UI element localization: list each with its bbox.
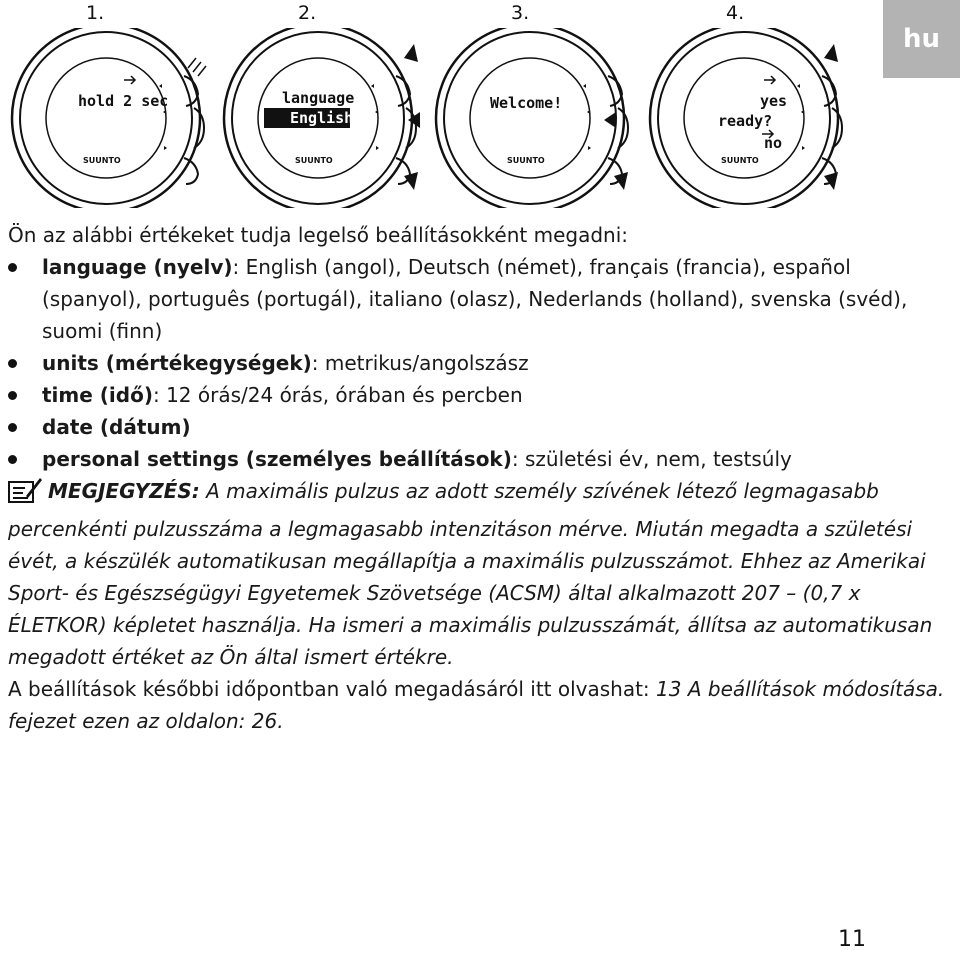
note-paragraph — [8, 475, 953, 673]
reference-text: A beállítások későbbi időpontban való megadásáról itt olvashat: — [8, 677, 657, 701]
list-item — [8, 379, 953, 411]
item-term: date (dátum) — [42, 415, 191, 439]
left-arrow-icon — [408, 112, 420, 128]
bullet-icon — [8, 263, 17, 272]
figure-number-2: 2. — [298, 2, 317, 24]
item-term: units (mértékegységek) — [42, 351, 312, 375]
note-pencil-icon — [8, 476, 42, 513]
brand-logo: SUUNTO — [83, 156, 121, 165]
note-text: A maximális pulzus az adott személy szívének létező legmagasabb percenkénti pulzusszáma a legmagasabb intenzitáson mérve. Miután megadta a születési évét, a készülék automatikusan megállapítja a maximális pulzusszámot. Ehhez az Amerikai Sport- és Egészségügyi Egyetemek Szövetsége (ACSM) által alkalmazott 207 – (0,7 x ÉLETKOR) képletet használja. Ha ismeri a maximális pulzusszámát, állítsa az automatikusan megadott értéket az Ön által ismert értékre. — [8, 479, 933, 669]
down-arrow-icon — [824, 172, 838, 190]
brand-logo: SUUNTO — [295, 156, 333, 165]
list-item — [8, 411, 953, 443]
figure-number-3: 3. — [511, 2, 530, 24]
list-item — [8, 443, 953, 475]
screen-line: language — [282, 89, 355, 107]
left-arrow-icon — [604, 112, 616, 128]
figure-number-4: 4. — [726, 2, 745, 24]
watch-figure-1 — [6, 28, 216, 208]
item-text: : English (angol), Deutsch (német), français (francia), español (spanyol), português (portugál), italiano (olasz), Nederlands (holland), svenska (svéd), suomi (finn) — [42, 255, 908, 343]
screen-line: hold 2 sec — [78, 92, 169, 110]
note-label: MEGJEGYZÉS: — [48, 479, 200, 503]
item-term: personal settings (személyes beállítások) — [42, 447, 512, 471]
bullet-icon — [8, 391, 17, 400]
reference-link[interactable]: 13 A beállítások módosítása. fejezet ezen az oldalon: 26. — [8, 677, 945, 733]
language-tab: hu — [883, 0, 960, 78]
main-content — [8, 219, 953, 737]
down-arrow-icon — [614, 172, 628, 190]
item-text: : születési év, nem, testsúly — [511, 447, 792, 471]
item-term: language (nyelv) — [42, 255, 233, 279]
bullet-icon — [8, 423, 17, 432]
item-text: : 12 órás/24 órás, órában és percben — [152, 383, 523, 407]
intro-text: Ön az alábbi értékeket tudja legelső beállításokként megadni: — [8, 223, 629, 247]
list-item — [8, 347, 953, 379]
brand-logo: SUUNTO — [721, 156, 759, 165]
bullet-icon — [8, 359, 17, 368]
screen-line: no — [764, 134, 783, 152]
up-arrow-icon — [404, 44, 418, 62]
item-term: time (idő) — [42, 383, 153, 407]
watch-figure-3 — [430, 28, 640, 208]
screen-line: ready? — [718, 112, 773, 130]
up-arrow-icon — [824, 44, 838, 62]
bullet-icon — [8, 455, 17, 464]
page-number: 11 — [838, 927, 866, 952]
screen-line: yes — [760, 92, 788, 110]
item-text: : metrikus/angolszász — [311, 351, 529, 375]
watch-figure-2 — [218, 28, 428, 208]
watch-figure-4 — [644, 28, 854, 208]
settings-list — [8, 251, 953, 475]
figure-number-1: 1. — [86, 2, 105, 24]
screen-line-selected: English — [290, 109, 354, 127]
list-item — [8, 251, 953, 347]
brand-logo: SUUNTO — [507, 156, 545, 165]
reference-paragraph — [8, 673, 953, 737]
screen-line: Welcome! — [490, 94, 563, 112]
